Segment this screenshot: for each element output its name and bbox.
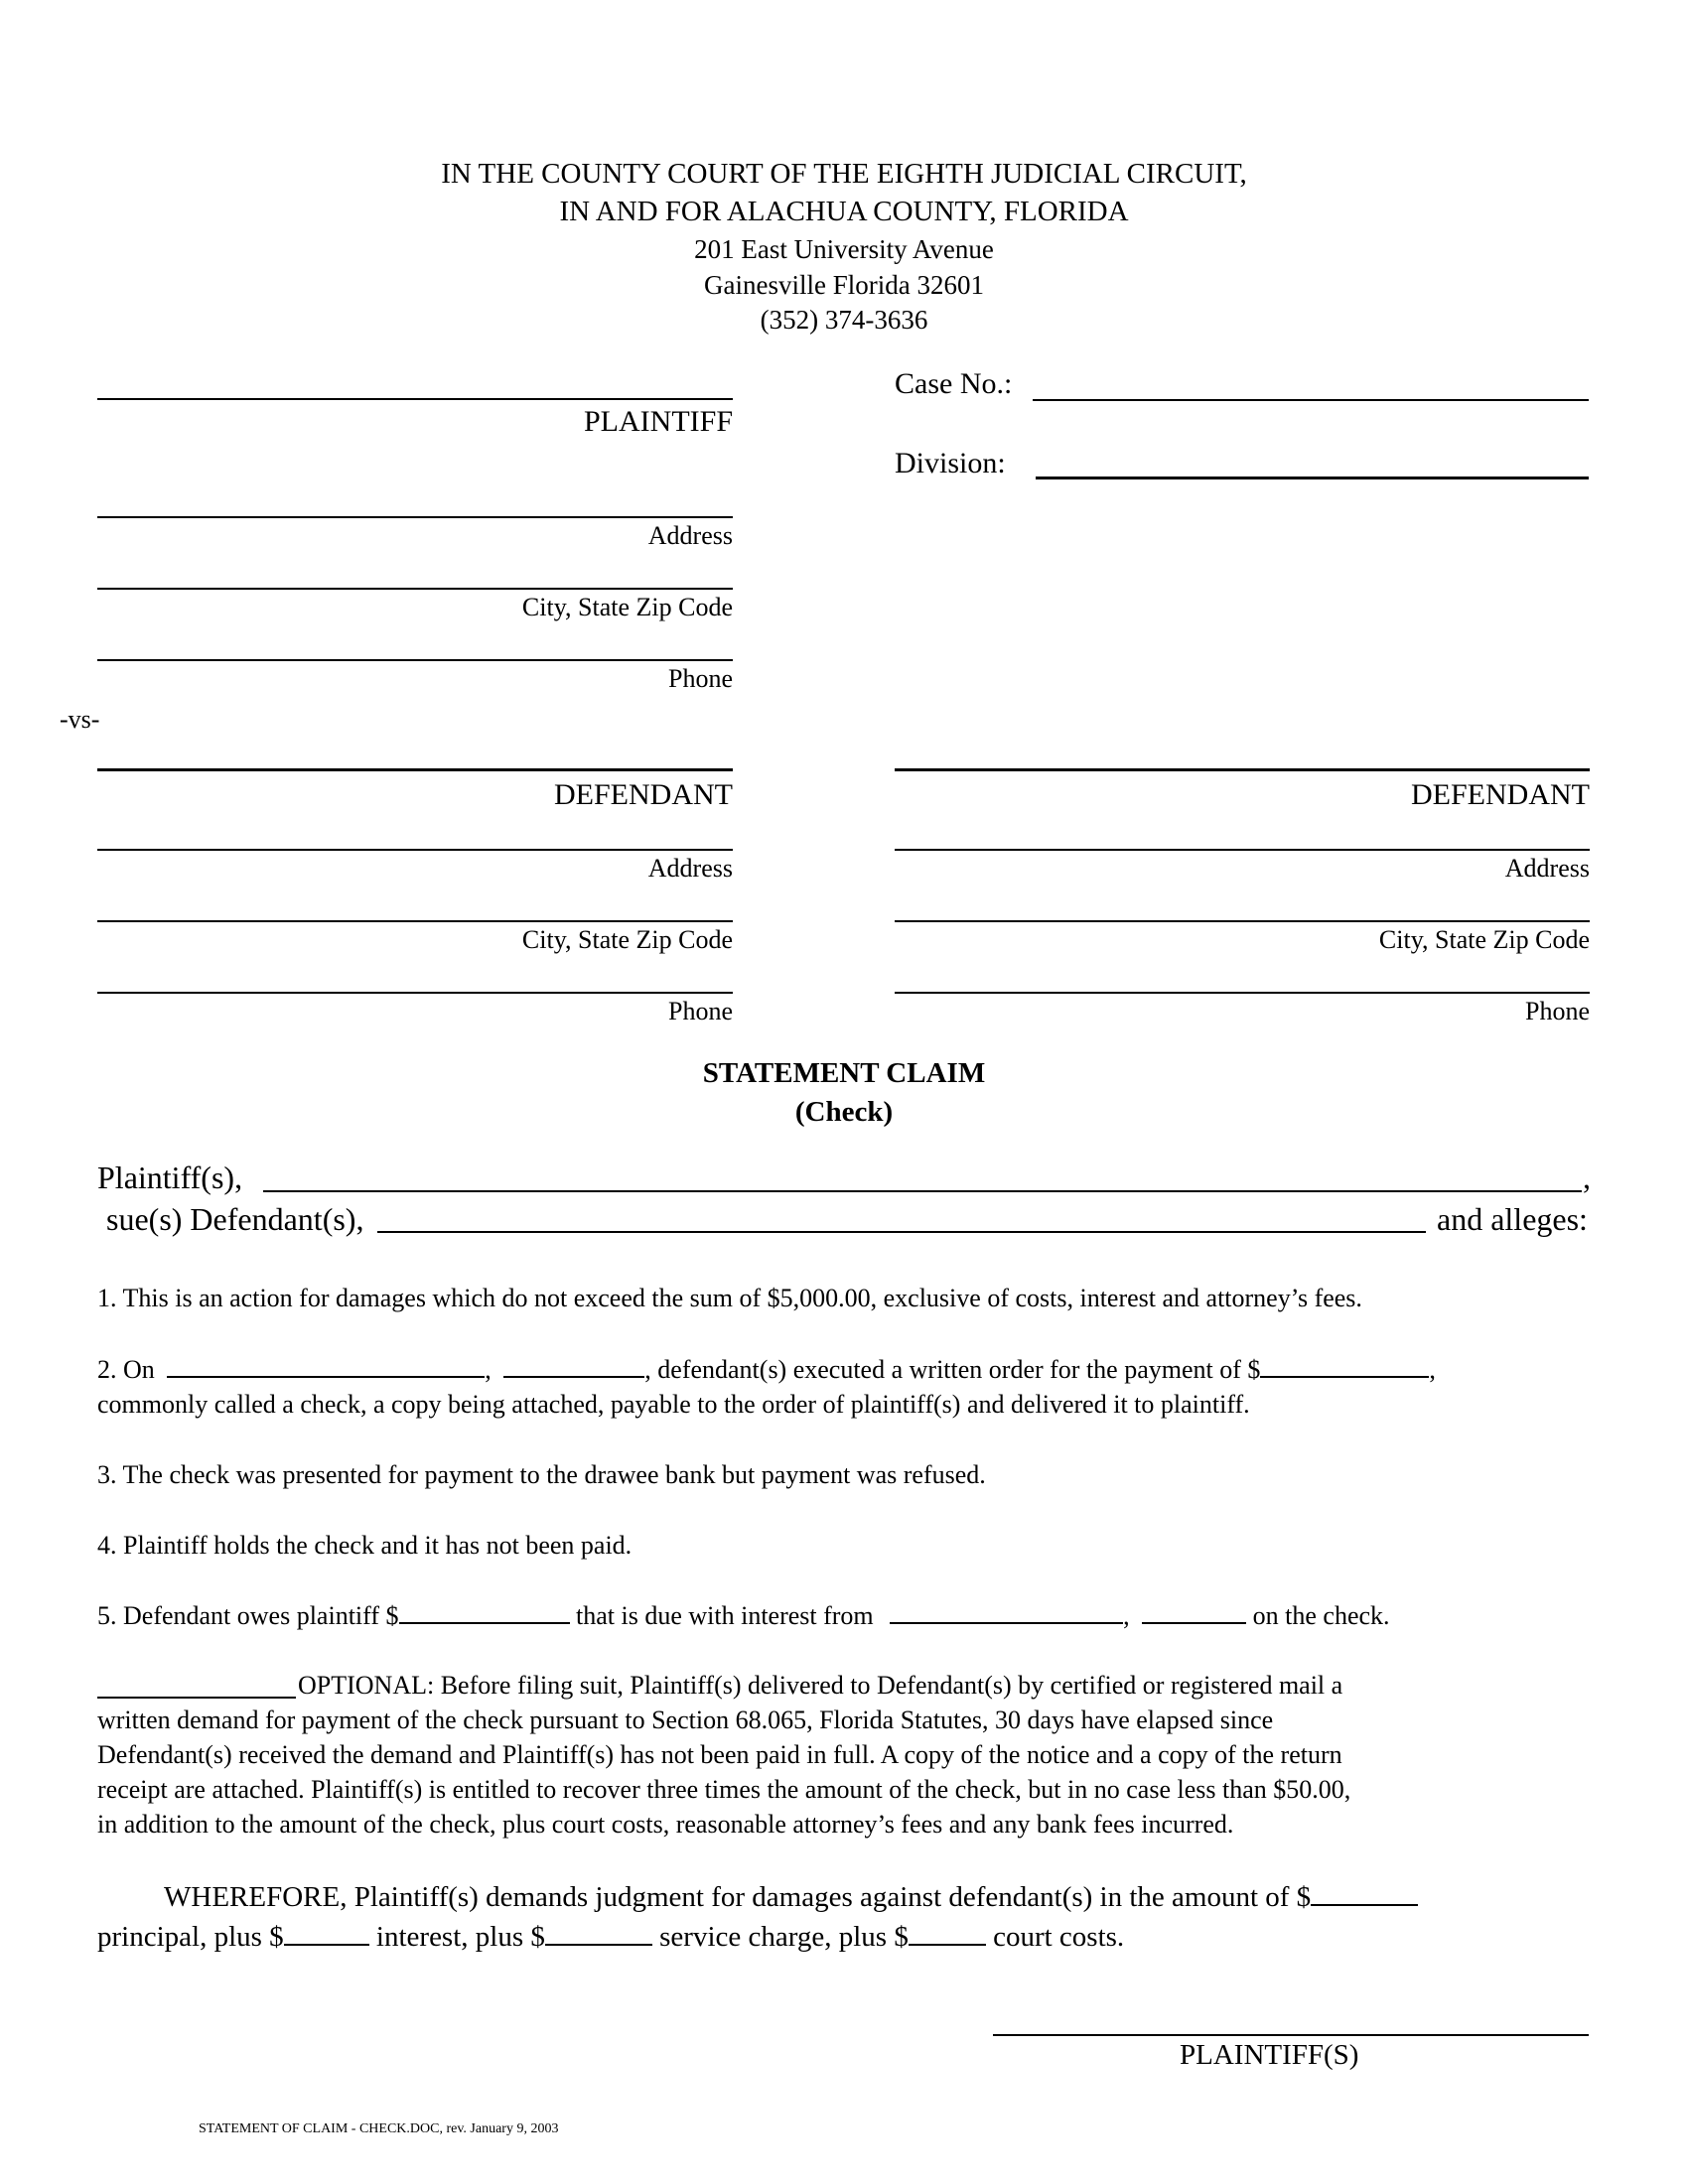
para5-interest-text: that is due with interest from: [569, 1601, 874, 1630]
wherefore-interest-field[interactable]: [284, 1918, 369, 1946]
defendant2-city-line[interactable]: [895, 920, 1590, 922]
paragraph-2-line2: commonly called a check, a copy being attached, payable to the order of plaintiff(s) and delivered it to plaintiff.: [97, 1390, 1250, 1419]
plaintiff-name-line[interactable]: [97, 398, 733, 400]
wherefore-text: WHEREFORE, Plaintiff(s) demands judgment for damages against defendant(s) in the amount of $: [164, 1881, 1312, 1913]
defendant1-city-label: City, State Zip Code: [521, 925, 733, 954]
wherefore-line1: [164, 1878, 1418, 1914]
defendant2-name-line[interactable]: [895, 768, 1590, 771]
plaintiff-phone-line[interactable]: [97, 659, 733, 661]
signature-label: PLAINTIFF(S): [1180, 2039, 1359, 2071]
court-name-line2: IN AND FOR ALACHUA COUNTY, FLORIDA: [559, 196, 1129, 227]
para5-year-field[interactable]: [1142, 1598, 1246, 1624]
para5-date-field[interactable]: [890, 1598, 1123, 1624]
versus-label: -vs-: [60, 705, 100, 734]
defendant2-phone-line[interactable]: [895, 992, 1590, 994]
division-field[interactable]: [1036, 477, 1589, 479]
para5-owes-text: 5. Defendant owes plaintiff $: [97, 1601, 399, 1630]
document-title: STATEMENT CLAIM: [702, 1057, 986, 1089]
plaintiff-city-label: City, State Zip Code: [521, 593, 733, 621]
plaintiff-address-label: Address: [647, 521, 733, 550]
wherefore-service-field[interactable]: [545, 1918, 652, 1946]
para2-comma1: ,: [485, 1355, 492, 1384]
defendant2-phone-label: Phone: [1525, 997, 1590, 1025]
wherefore-principal-text: principal, plus $: [97, 1921, 284, 1953]
wherefore-interest-text: interest, plus $: [368, 1921, 545, 1953]
defendant1-city-line[interactable]: [97, 920, 733, 922]
defendant2-address-line[interactable]: [895, 849, 1590, 851]
optional-line4: receipt are attached. Plaintiff(s) is entitled to recover three times the amount of the check, but in no case less than $50.00,: [97, 1775, 1351, 1804]
intro-plaintiffs-field[interactable]: [263, 1190, 1582, 1192]
division-label: Division:: [895, 447, 1006, 479]
optional-line2: written demand for payment of the check pursuant to Section 68.065, Florida Statutes, 30 days have elapsed since: [97, 1706, 1274, 1734]
footer-doc-info: STATEMENT OF CLAIM - CHECK.DOC, rev. January 9, 2003: [199, 2121, 559, 2136]
defendant1-name-line[interactable]: [97, 768, 733, 771]
case-no-label: Case No.:: [895, 367, 1013, 400]
paragraph-1: 1. This is an action for damages which do not exceed the sum of $5,000.00, exclusive of costs, interest and attorney’s fees.: [97, 1284, 1362, 1312]
defendant1-phone-label: Phone: [668, 997, 733, 1025]
paragraph-2-line1: [97, 1352, 1436, 1387]
paragraph-3: 3. The check was presented for payment to the drawee bank but payment was refused.: [97, 1460, 986, 1489]
plaintiff-address-line[interactable]: [97, 516, 733, 518]
intro-comma: ,: [1583, 1160, 1591, 1195]
para2-year-field[interactable]: [503, 1352, 644, 1378]
wherefore-court-text: court costs.: [985, 1921, 1125, 1953]
intro-plaintiffs-label: Plaintiff(s),: [97, 1160, 243, 1195]
para5-amount-field[interactable]: [399, 1598, 570, 1624]
wherefore-line2: [97, 1918, 1124, 1954]
defendant2-address-label: Address: [1504, 854, 1590, 883]
para2-date-field[interactable]: [167, 1352, 485, 1378]
plaintiff-city-line[interactable]: [97, 588, 733, 590]
para5-comma: ,: [1123, 1601, 1130, 1630]
plaintiff-label: PLAINTIFF: [583, 405, 733, 438]
wherefore-service-text: service charge, plus $: [651, 1921, 909, 1953]
case-no-field[interactable]: [1033, 399, 1589, 401]
defendant1-address-label: Address: [647, 854, 733, 883]
court-name-line1: IN THE COUNTY COURT OF THE EIGHTH JUDICIAL CIRCUIT,: [441, 158, 1247, 190]
court-address: 201 East University Avenue: [694, 234, 994, 264]
paragraph-4: 4. Plaintiff holds the check and it has not been paid.: [97, 1531, 633, 1560]
defendant1-address-line[interactable]: [97, 849, 733, 851]
optional-initials-field[interactable]: [97, 1697, 296, 1699]
court-phone: (352) 374-3636: [760, 305, 928, 335]
para2-amount-field[interactable]: [1260, 1352, 1429, 1378]
optional-line3: Defendant(s) received the demand and Plaintiff(s) has not been paid in full. A copy of the notice and a copy of the return: [97, 1740, 1342, 1769]
document-subtitle: (Check): [794, 1096, 894, 1128]
wherefore-amount-field[interactable]: [1311, 1878, 1418, 1906]
intro-alleges: and alleges:: [1437, 1201, 1588, 1237]
optional-line5: in addition to the amount of the check, plus court costs, reasonable attorney’s fees and any bank fees incurred.: [97, 1810, 1234, 1839]
wherefore-court-field[interactable]: [909, 1918, 986, 1946]
defendant1-phone-line[interactable]: [97, 992, 733, 994]
defendant2-label: DEFENDANT: [1411, 778, 1590, 811]
para2-comma2: ,: [1429, 1355, 1436, 1384]
intro-sues-label: sue(s) Defendant(s),: [106, 1201, 364, 1237]
court-city: Gainesville Florida 32601: [704, 270, 984, 300]
plaintiff-phone-label: Phone: [668, 664, 733, 693]
para2-executed-text: , defendant(s) executed a written order for the payment of $: [644, 1355, 1261, 1384]
para2-on-text: 2. On: [97, 1355, 155, 1384]
optional-line1: OPTIONAL: Before filing suit, Plaintiff(s) delivered to Defendant(s) by certified or registered mail a: [298, 1671, 1343, 1700]
para5-check-text: on the check.: [1246, 1601, 1390, 1630]
intro-defendants-field[interactable]: [377, 1231, 1426, 1233]
defendant1-label: DEFENDANT: [554, 778, 733, 811]
defendant2-city-label: City, State Zip Code: [1378, 925, 1590, 954]
signature-line[interactable]: [993, 2034, 1589, 2036]
paragraph-5: [97, 1598, 1390, 1633]
